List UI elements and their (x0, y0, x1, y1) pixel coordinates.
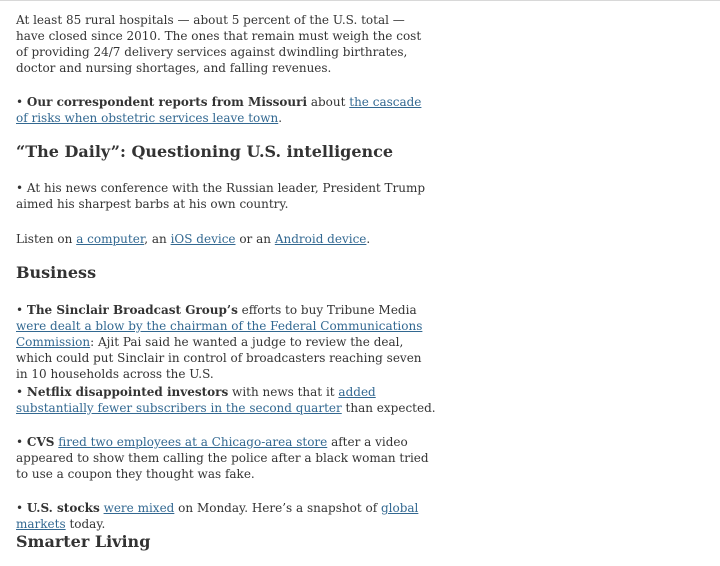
sinclair-link[interactable]: were dealt a blow by the chairman of the Federal Communications Commission (16, 319, 423, 349)
cvs-text-after: after a video appeared to show them calling the police after a black woman tried to use a coupon they thought was fake. (16, 435, 429, 481)
bullet: • (16, 501, 27, 515)
cvs-bold-lead: CVS (26, 435, 55, 449)
stocks-text: on Monday. Here’s a snapshot of (174, 501, 381, 515)
missouri-end: . (278, 111, 283, 125)
missouri-item (16, 94, 436, 126)
missouri-bold-lead: Our correspondent reports from Missouri (26, 95, 307, 109)
netflix-bold-lead: Netflix disappointed investors (26, 385, 229, 399)
listen-ios-link[interactable]: iOS device (170, 232, 236, 246)
listen-line (16, 231, 436, 247)
sinclair-text-after: : Ajit Pai said he wanted a judge to review the deal, which could put Sinclair in control of broadcasters reaching seven in 10 households across the U.S. (16, 335, 422, 381)
netflix-item (16, 384, 436, 416)
stocks-item (16, 500, 436, 532)
sinclair-bold-lead: The Sinclair Broadcast Group’s (26, 303, 238, 317)
listen-computer-link[interactable]: a computer (76, 232, 145, 246)
missouri-text: about (307, 95, 350, 109)
bullet: • (16, 95, 27, 109)
cvs-item (16, 434, 436, 482)
daily-heading: “The Daily”: Questioning U.S. intelligence (16, 142, 394, 161)
listen-sep1: , an (144, 232, 171, 246)
stocks-mixed-link[interactable]: were mixed (103, 501, 175, 515)
missouri-link[interactable]: the cascade of risks when obstetric services leave town (16, 95, 422, 125)
cvs-link[interactable]: fired two employees at a Chicago-area store (58, 435, 328, 449)
listen-android-link[interactable]: Android device (274, 232, 367, 246)
listen-end: . (366, 232, 371, 246)
bullet: • (16, 385, 27, 399)
stocks-bold-lead: U.S. stocks (26, 501, 100, 515)
sinclair-text: efforts to buy Tribune Media (237, 303, 417, 317)
netflix-text: with news that it (228, 385, 339, 399)
daily-item: • At his news conference with the Russian leader, President Trump aimed his sharpest barbs at his own country. (16, 181, 426, 211)
listen-prefix: Listen on (16, 232, 77, 246)
bullet: • (16, 303, 27, 317)
intro-paragraph: At least 85 rural hospitals — about 5 percent of the U.S. total — have closed since 2010. The ones that remain must weigh the cost of providing 24/7 delivery services against dwindling birthrates, doctor and nursing shortages, and falling revenues. (16, 13, 422, 75)
business-heading: Business (16, 263, 97, 282)
global-markets-link[interactable]: global markets (16, 501, 419, 531)
sinclair-item (16, 302, 436, 382)
smarter-living-heading: Smarter Living (16, 532, 151, 551)
netflix-text-after: than expected. (341, 401, 436, 415)
listen-sep2: or an (235, 232, 275, 246)
stocks-end: today. (65, 517, 106, 531)
netflix-link[interactable]: added substantially fewer subscribers in the second quarter (16, 385, 376, 415)
bullet: • (16, 435, 27, 449)
